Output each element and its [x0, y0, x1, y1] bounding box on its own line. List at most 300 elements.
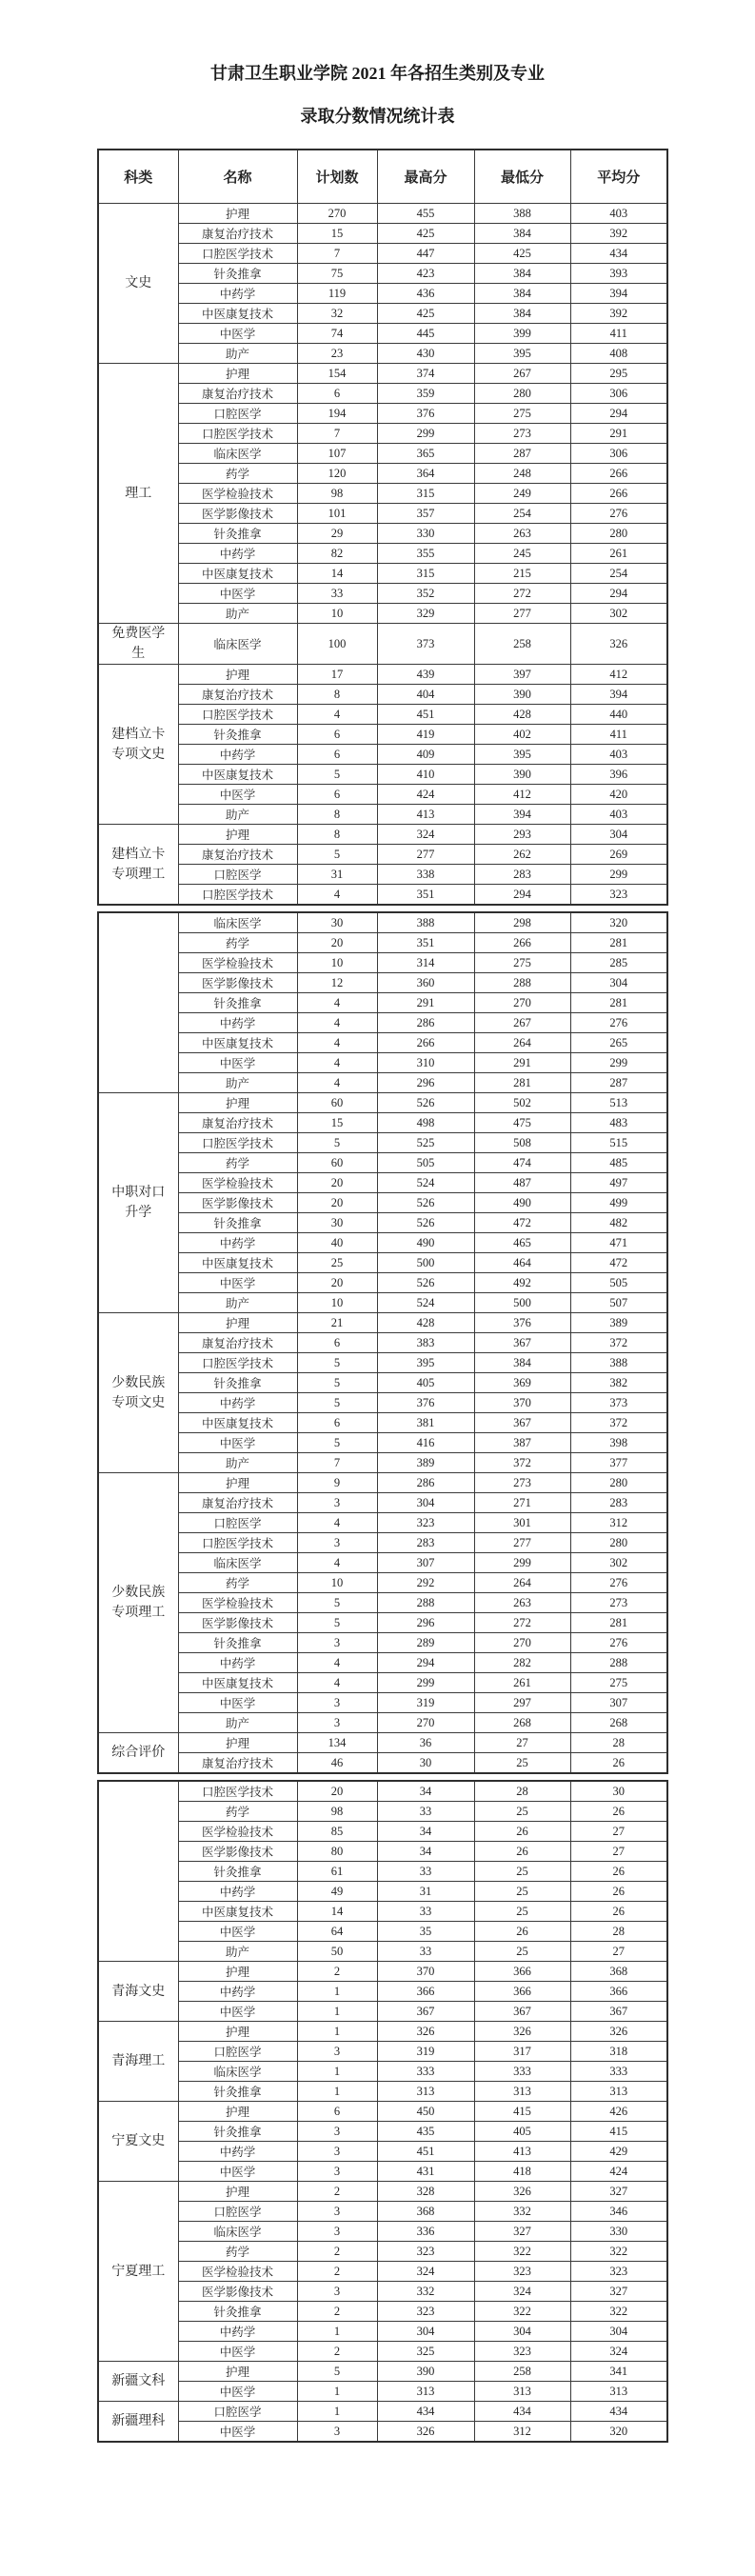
score-cell: 302 — [570, 1553, 667, 1573]
score-cell: 312 — [474, 2422, 570, 2443]
score-cell: 1 — [297, 2322, 377, 2342]
table-row — [98, 1882, 667, 1902]
major-name-cell: 口腔医学 — [178, 865, 297, 885]
table-row — [98, 424, 667, 444]
major-name-cell: 中医康复技术 — [178, 765, 297, 785]
table-row — [98, 2382, 667, 2402]
category-cell: 免费医学 生 — [98, 624, 178, 665]
table-row — [98, 912, 667, 933]
table-row — [98, 1173, 667, 1193]
score-cell: 27 — [474, 1733, 570, 1753]
score-cell: 3 — [297, 1633, 377, 1653]
score-cell: 333 — [377, 2062, 474, 2082]
score-cell: 374 — [377, 364, 474, 384]
major-name-cell: 康复治疗技术 — [178, 224, 297, 244]
score-cell: 326 — [570, 624, 667, 665]
score-cell: 20 — [297, 1173, 377, 1193]
column-header: 科类 — [98, 150, 178, 204]
score-cell: 367 — [474, 2002, 570, 2022]
table-row — [98, 1653, 667, 1673]
table-row — [98, 1093, 667, 1113]
table-row — [98, 1533, 667, 1553]
major-name-cell: 中医学 — [178, 2002, 297, 2022]
score-cell: 395 — [474, 745, 570, 765]
score-cell: 398 — [570, 1433, 667, 1453]
score-cell: 6 — [297, 745, 377, 765]
table-row — [98, 1862, 667, 1882]
score-cell: 384 — [474, 264, 570, 284]
score-cell: 507 — [570, 1293, 667, 1313]
score-cell: 26 — [570, 1902, 667, 1922]
major-name-cell: 药学 — [178, 464, 297, 484]
major-name-cell: 口腔医学 — [178, 2202, 297, 2222]
major-name-cell: 中药学 — [178, 2142, 297, 2162]
score-cell: 483 — [570, 1113, 667, 1133]
table-row — [98, 1733, 667, 1753]
category-cell: 青海文史 — [98, 1962, 178, 2022]
score-cell: 2 — [297, 2262, 377, 2282]
table-row — [98, 1313, 667, 1333]
major-name-cell: 中药学 — [178, 1013, 297, 1033]
score-cell: 30 — [570, 1781, 667, 1802]
major-name-cell: 医学检验技术 — [178, 2262, 297, 2282]
score-table-segment-2 — [97, 911, 668, 1774]
score-cell: 323 — [474, 2262, 570, 2282]
score-cell: 294 — [474, 885, 570, 906]
score-cell: 296 — [377, 1073, 474, 1093]
score-cell: 5 — [297, 1393, 377, 1413]
score-cell: 314 — [377, 953, 474, 973]
score-cell: 263 — [474, 1593, 570, 1613]
major-name-cell: 护理 — [178, 1733, 297, 1753]
score-cell: 4 — [297, 1073, 377, 1093]
score-cell: 471 — [570, 1233, 667, 1253]
column-header: 最低分 — [474, 150, 570, 204]
score-cell: 497 — [570, 1173, 667, 1193]
score-cell: 327 — [570, 2182, 667, 2202]
score-cell: 395 — [377, 1353, 474, 1373]
score-cell: 3 — [297, 2142, 377, 2162]
major-name-cell: 中医学 — [178, 1273, 297, 1293]
major-name-cell: 医学检验技术 — [178, 953, 297, 973]
score-cell: 346 — [570, 2202, 667, 2222]
score-cell: 434 — [570, 2402, 667, 2422]
score-cell: 3 — [297, 2282, 377, 2302]
score-cell: 474 — [474, 1153, 570, 1173]
score-cell: 4 — [297, 1673, 377, 1693]
score-cell: 283 — [570, 1493, 667, 1513]
score-cell: 1 — [297, 2002, 377, 2022]
major-name-cell: 医学影像技术 — [178, 504, 297, 524]
score-cell: 4 — [297, 705, 377, 725]
table-row — [98, 765, 667, 785]
score-cell: 430 — [377, 344, 474, 364]
major-name-cell: 针灸推拿 — [178, 264, 297, 284]
score-cell: 500 — [474, 1293, 570, 1313]
score-cell: 6 — [297, 785, 377, 805]
score-cell: 323 — [377, 1513, 474, 1533]
score-cell: 425 — [377, 304, 474, 324]
score-cell: 3 — [297, 2162, 377, 2182]
major-name-cell: 中药学 — [178, 1233, 297, 1253]
table-row — [98, 1842, 667, 1862]
score-cell: 451 — [377, 705, 474, 725]
score-cell: 264 — [474, 1573, 570, 1593]
table-row — [98, 1273, 667, 1293]
table-row — [98, 484, 667, 504]
table-row — [98, 2362, 667, 2382]
category-cell: 建档立卡 专项文史 — [98, 665, 178, 825]
score-cell: 351 — [377, 885, 474, 906]
score-cell: 5 — [297, 1613, 377, 1633]
major-name-cell: 中药学 — [178, 745, 297, 765]
score-cell: 20 — [297, 1273, 377, 1293]
score-cell: 434 — [377, 2402, 474, 2422]
score-cell: 2 — [297, 1962, 377, 1982]
score-cell: 326 — [377, 2022, 474, 2042]
major-name-cell: 临床医学 — [178, 624, 297, 665]
category-cell — [98, 1781, 178, 1962]
table-row — [98, 444, 667, 464]
score-cell: 74 — [297, 324, 377, 344]
table-row — [98, 2222, 667, 2242]
column-header: 名称 — [178, 150, 297, 204]
score-cell: 266 — [474, 933, 570, 953]
major-name-cell: 护理 — [178, 2022, 297, 2042]
score-cell: 434 — [474, 2402, 570, 2422]
score-cell: 1 — [297, 1982, 377, 2002]
major-name-cell: 口腔医学 — [178, 2402, 297, 2422]
table-row — [98, 1593, 667, 1613]
score-cell: 280 — [570, 524, 667, 544]
major-name-cell: 口腔医学技术 — [178, 705, 297, 725]
score-cell: 513 — [570, 1093, 667, 1113]
major-name-cell: 护理 — [178, 1093, 297, 1113]
score-cell: 277 — [377, 845, 474, 865]
score-cell: 34 — [377, 1842, 474, 1862]
score-cell: 368 — [570, 1962, 667, 1982]
score-cell: 336 — [377, 2222, 474, 2242]
major-name-cell: 医学影像技术 — [178, 973, 297, 993]
score-cell: 6 — [297, 2102, 377, 2122]
major-name-cell: 中药学 — [178, 544, 297, 564]
score-cell: 299 — [570, 1053, 667, 1073]
category-cell: 少数民族 专项文史 — [98, 1313, 178, 1473]
score-cell: 505 — [377, 1153, 474, 1173]
score-cell: 32 — [297, 304, 377, 324]
score-cell: 394 — [570, 284, 667, 304]
score-cell: 315 — [377, 484, 474, 504]
major-name-cell: 中医学 — [178, 1922, 297, 1942]
score-cell: 403 — [570, 805, 667, 825]
score-cell: 393 — [570, 264, 667, 284]
score-cell: 287 — [570, 1073, 667, 1093]
score-cell: 35 — [377, 1922, 474, 1942]
table-row — [98, 1133, 667, 1153]
major-name-cell: 康复治疗技术 — [178, 1113, 297, 1133]
score-cell: 270 — [474, 1633, 570, 1653]
score-cell: 8 — [297, 685, 377, 705]
table-area — [97, 149, 668, 2443]
score-cell: 10 — [297, 604, 377, 624]
score-cell: 21 — [297, 1313, 377, 1333]
score-cell: 28 — [474, 1781, 570, 1802]
score-cell: 6 — [297, 1413, 377, 1433]
score-cell: 4 — [297, 1513, 377, 1533]
score-cell: 411 — [570, 725, 667, 745]
score-cell: 399 — [474, 324, 570, 344]
score-cell: 272 — [474, 1613, 570, 1633]
major-name-cell: 医学检验技术 — [178, 1593, 297, 1613]
table-row — [98, 1573, 667, 1593]
category-cell: 建档立卡 专项理工 — [98, 825, 178, 906]
major-name-cell: 中医康复技术 — [178, 1413, 297, 1433]
score-cell: 280 — [474, 384, 570, 404]
score-cell: 304 — [377, 2322, 474, 2342]
score-cell: 307 — [377, 1553, 474, 1573]
score-cell: 482 — [570, 1213, 667, 1233]
score-cell: 275 — [474, 953, 570, 973]
table-row — [98, 1433, 667, 1453]
table-row — [98, 1513, 667, 1533]
score-cell: 3 — [297, 2202, 377, 2222]
score-cell: 5 — [297, 765, 377, 785]
score-cell: 424 — [377, 785, 474, 805]
score-cell: 299 — [377, 1673, 474, 1693]
score-cell: 306 — [570, 384, 667, 404]
score-cell: 5 — [297, 2362, 377, 2382]
score-cell: 27 — [570, 1842, 667, 1862]
score-cell: 50 — [297, 1942, 377, 1962]
table-row — [98, 1553, 667, 1573]
category-cell: 文史 — [98, 204, 178, 364]
score-cell: 264 — [474, 1033, 570, 1053]
score-cell: 245 — [474, 544, 570, 564]
major-name-cell: 中医学 — [178, 324, 297, 344]
major-name-cell: 医学检验技术 — [178, 1822, 297, 1842]
score-cell: 285 — [570, 953, 667, 973]
score-cell: 34 — [377, 1781, 474, 1802]
score-cell: 258 — [474, 624, 570, 665]
table-row — [98, 1982, 667, 2002]
score-cell: 388 — [570, 1353, 667, 1373]
score-cell: 426 — [570, 2102, 667, 2122]
score-cell: 61 — [297, 1862, 377, 1882]
score-cell: 25 — [474, 1942, 570, 1962]
major-name-cell: 中医学 — [178, 2162, 297, 2182]
score-cell: 338 — [377, 865, 474, 885]
score-cell: 376 — [377, 404, 474, 424]
score-cell: 2 — [297, 2242, 377, 2262]
score-cell: 280 — [570, 1473, 667, 1493]
table-row — [98, 2062, 667, 2082]
major-name-cell: 口腔医学技术 — [178, 1533, 297, 1553]
score-cell: 5 — [297, 1133, 377, 1153]
score-cell: 304 — [377, 1493, 474, 1513]
score-cell: 15 — [297, 224, 377, 244]
score-cell: 332 — [474, 2202, 570, 2222]
score-cell: 7 — [297, 1453, 377, 1473]
table-row — [98, 324, 667, 344]
major-name-cell: 医学检验技术 — [178, 1173, 297, 1193]
score-cell: 390 — [474, 685, 570, 705]
table-row — [98, 1193, 667, 1213]
score-cell: 268 — [474, 1713, 570, 1733]
major-name-cell: 助产 — [178, 344, 297, 364]
score-cell: 4 — [297, 993, 377, 1013]
score-cell: 367 — [474, 1413, 570, 1433]
score-cell: 322 — [570, 2242, 667, 2262]
major-name-cell: 中医康复技术 — [178, 1033, 297, 1053]
score-cell: 324 — [377, 825, 474, 845]
score-cell: 465 — [474, 1233, 570, 1253]
score-cell: 492 — [474, 1273, 570, 1293]
score-cell: 318 — [570, 2042, 667, 2062]
score-cell: 297 — [474, 1693, 570, 1713]
score-cell: 1 — [297, 2382, 377, 2402]
score-cell: 299 — [377, 424, 474, 444]
major-name-cell: 助产 — [178, 1073, 297, 1093]
score-cell: 26 — [570, 1753, 667, 1774]
score-cell: 3 — [297, 2222, 377, 2242]
score-cell: 364 — [377, 464, 474, 484]
major-name-cell: 中药学 — [178, 2322, 297, 2342]
score-cell: 329 — [377, 604, 474, 624]
major-name-cell: 口腔医学 — [178, 2042, 297, 2062]
score-cell: 416 — [377, 1433, 474, 1453]
major-name-cell: 中医康复技术 — [178, 564, 297, 584]
score-cell: 280 — [570, 1533, 667, 1553]
major-name-cell: 中医学 — [178, 2382, 297, 2402]
table-row — [98, 204, 667, 224]
score-cell: 100 — [297, 624, 377, 665]
score-cell: 273 — [570, 1593, 667, 1613]
major-name-cell: 针灸推拿 — [178, 1373, 297, 1393]
score-cell: 312 — [570, 1513, 667, 1533]
score-cell: 381 — [377, 1413, 474, 1433]
score-cell: 291 — [474, 1053, 570, 1073]
score-cell: 372 — [570, 1333, 667, 1353]
score-cell: 451 — [377, 2142, 474, 2162]
score-cell: 20 — [297, 1193, 377, 1213]
score-cell: 33 — [297, 584, 377, 604]
category-cell: 新疆理科 — [98, 2402, 178, 2443]
table-row — [98, 1922, 667, 1942]
score-cell: 352 — [377, 584, 474, 604]
score-cell: 4 — [297, 1553, 377, 1573]
table-row — [98, 933, 667, 953]
score-cell: 275 — [570, 1673, 667, 1693]
score-cell: 301 — [474, 1513, 570, 1533]
score-cell: 20 — [297, 1781, 377, 1802]
major-name-cell: 护理 — [178, 2182, 297, 2202]
score-cell: 420 — [570, 785, 667, 805]
major-name-cell: 康复治疗技术 — [178, 845, 297, 865]
score-cell: 322 — [474, 2242, 570, 2262]
major-name-cell: 中医康复技术 — [178, 1673, 297, 1693]
table-row — [98, 624, 667, 665]
major-name-cell: 临床医学 — [178, 2222, 297, 2242]
score-cell: 265 — [570, 1033, 667, 1053]
score-cell: 30 — [297, 912, 377, 933]
major-name-cell: 药学 — [178, 1153, 297, 1173]
score-cell: 413 — [474, 2142, 570, 2162]
score-cell: 14 — [297, 564, 377, 584]
table-row — [98, 2262, 667, 2282]
score-cell: 499 — [570, 1193, 667, 1213]
score-cell: 14 — [297, 1902, 377, 1922]
score-cell: 425 — [377, 224, 474, 244]
score-cell: 370 — [377, 1962, 474, 1982]
score-cell: 319 — [377, 2042, 474, 2062]
category-cell — [98, 912, 178, 1093]
major-name-cell: 针灸推拿 — [178, 1633, 297, 1653]
score-cell: 428 — [474, 705, 570, 725]
score-cell: 368 — [377, 2202, 474, 2222]
score-cell: 487 — [474, 1173, 570, 1193]
score-cell: 299 — [474, 1553, 570, 1573]
major-name-cell: 中医康复技术 — [178, 1253, 297, 1273]
score-cell: 5 — [297, 1353, 377, 1373]
score-cell: 269 — [570, 845, 667, 865]
major-name-cell: 口腔医学技术 — [178, 885, 297, 906]
major-name-cell: 临床医学 — [178, 912, 297, 933]
score-cell: 29 — [297, 524, 377, 544]
score-cell: 154 — [297, 364, 377, 384]
major-name-cell: 中医学 — [178, 1433, 297, 1453]
major-name-cell: 口腔医学技术 — [178, 1353, 297, 1373]
major-name-cell: 医学影像技术 — [178, 1193, 297, 1213]
score-cell: 283 — [377, 1533, 474, 1553]
major-name-cell: 助产 — [178, 1942, 297, 1962]
score-cell: 28 — [570, 1922, 667, 1942]
score-cell: 388 — [474, 204, 570, 224]
score-cell: 1 — [297, 2402, 377, 2422]
major-name-cell: 中医学 — [178, 1693, 297, 1713]
score-table-segment-3 — [97, 1780, 668, 2443]
major-name-cell: 口腔医学技术 — [178, 1133, 297, 1153]
score-cell: 383 — [377, 1333, 474, 1353]
table-row — [98, 1413, 667, 1433]
table-row — [98, 1013, 667, 1033]
table-row — [98, 1713, 667, 1733]
score-cell: 7 — [297, 244, 377, 264]
score-cell: 382 — [570, 1373, 667, 1393]
score-cell: 20 — [297, 933, 377, 953]
score-cell: 323 — [377, 2302, 474, 2322]
score-cell: 341 — [570, 2362, 667, 2382]
score-cell: 425 — [474, 244, 570, 264]
major-name-cell: 康复治疗技术 — [178, 1333, 297, 1353]
score-cell: 306 — [570, 444, 667, 464]
major-name-cell: 口腔医学技术 — [178, 244, 297, 264]
score-cell: 526 — [377, 1193, 474, 1213]
score-cell: 15 — [297, 1113, 377, 1133]
score-cell: 310 — [377, 1053, 474, 1073]
table-row — [98, 1473, 667, 1493]
score-cell: 46 — [297, 1753, 377, 1774]
table-row — [98, 2242, 667, 2262]
score-cell: 266 — [570, 484, 667, 504]
score-cell: 502 — [474, 1093, 570, 1113]
score-cell: 4 — [297, 1013, 377, 1033]
table-row — [98, 825, 667, 845]
score-cell: 333 — [570, 2062, 667, 2082]
score-cell: 275 — [474, 404, 570, 424]
table-row — [98, 1693, 667, 1713]
table-row — [98, 2342, 667, 2362]
score-cell: 405 — [377, 1373, 474, 1393]
